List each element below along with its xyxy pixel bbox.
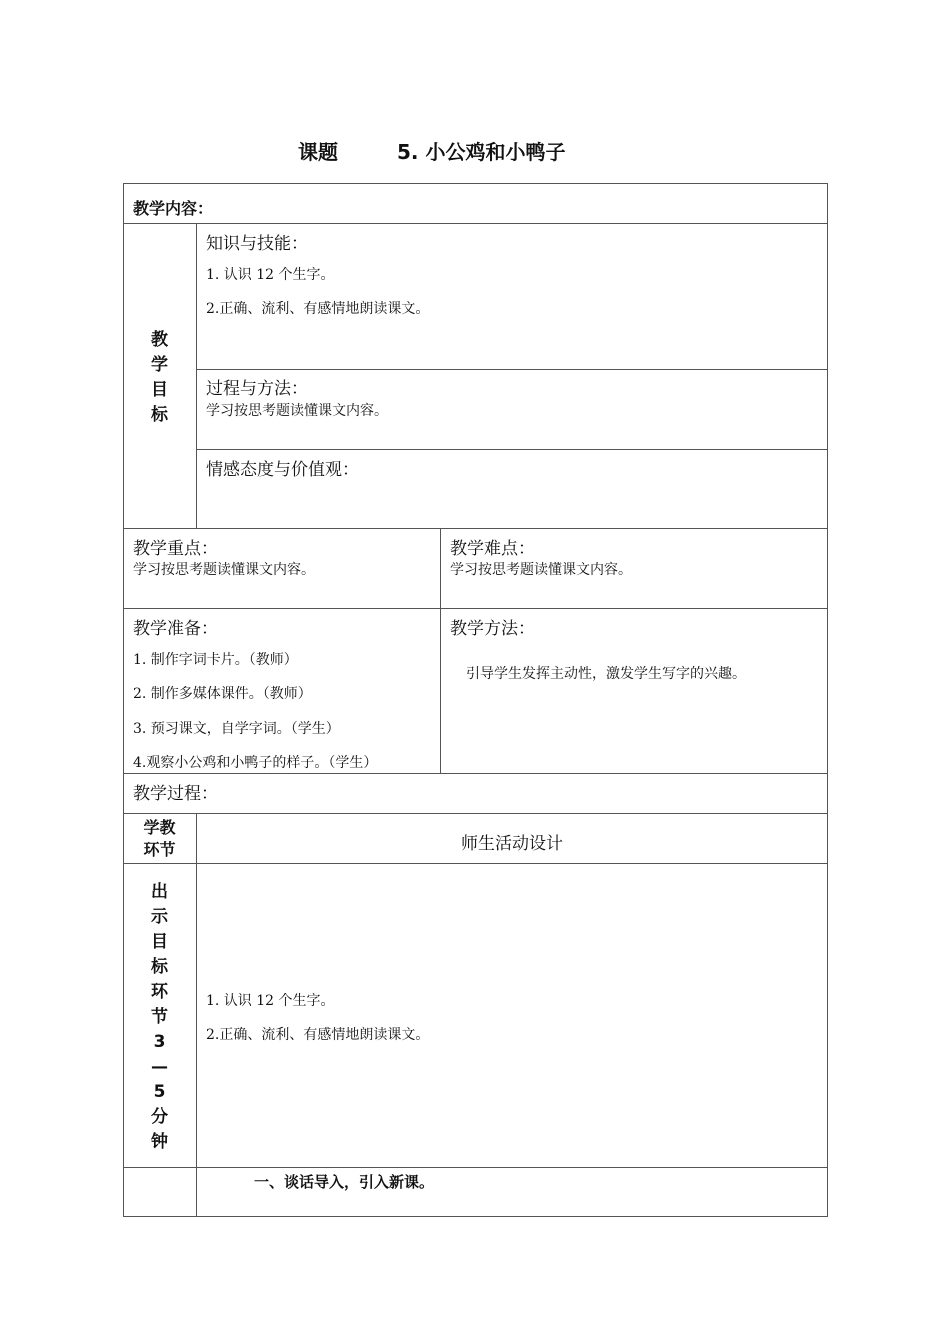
- row-divider: [123, 813, 828, 814]
- stage1-side-label: [123, 880, 196, 1155]
- preparation-item-4: 4.观察小公鸡和小鸭子的样子。（学生）: [133, 755, 378, 771]
- difficulty-heading: 教学难点：: [450, 539, 535, 559]
- stage1-side-char: 环: [151, 982, 168, 1002]
- key-point-heading: 教学重点：: [133, 539, 218, 559]
- method-text: 引导学生发挥主动性，激发学生写字的兴趣。: [466, 666, 746, 682]
- process-label: 教学过程：: [133, 784, 218, 804]
- knowledge-item-2: 2.正确、流利、有感情地朗读课文。: [206, 301, 430, 317]
- lesson-title-label: 课题: [298, 140, 338, 164]
- stage-column-header: [123, 817, 196, 861]
- stage2-text: 一、谈话导入，引入新课。: [254, 1173, 435, 1191]
- stage1-side-char: 出: [151, 882, 168, 902]
- lesson-title-name: 5. 小公鸡和小鸭子: [397, 140, 566, 164]
- row-divider: [196, 369, 828, 370]
- table-border-right: [827, 183, 828, 1217]
- objectives-side-char: 学: [151, 355, 168, 375]
- row-divider: [196, 449, 828, 450]
- row-divider: [123, 608, 828, 609]
- table-border-top: [123, 183, 828, 184]
- key-point-text: 学习按思考题读懂课文内容。: [133, 562, 315, 578]
- table-border-bottom: [123, 1216, 828, 1217]
- stage1-side-char: 分: [151, 1107, 168, 1127]
- column-divider: [440, 528, 441, 773]
- stage-column-header-line-1: 学教: [143, 818, 176, 837]
- content-label: 教学内容：: [133, 199, 214, 218]
- stage1-side-char: 5: [153, 1082, 166, 1102]
- row-divider: [123, 863, 828, 864]
- emotion-heading: 情感态度与价值观：: [206, 460, 359, 480]
- stage1-side-char: 3: [153, 1032, 166, 1052]
- stage1-side-char: 节: [151, 1007, 168, 1027]
- row-divider: [123, 1167, 828, 1168]
- knowledge-heading: 知识与技能：: [206, 234, 308, 254]
- row-divider: [123, 223, 828, 224]
- process-heading: 过程与方法：: [206, 379, 308, 399]
- row-divider: [123, 528, 828, 529]
- column-divider: [196, 813, 197, 1216]
- preparation-heading: 教学准备：: [133, 619, 218, 639]
- objectives-side-label: [123, 328, 196, 428]
- column-divider: [196, 223, 197, 528]
- stage1-item-1: 1. 认识 12 个生字。: [206, 993, 335, 1009]
- row-divider: [123, 773, 828, 774]
- preparation-item-1: 1. 制作字词卡片。（教师）: [133, 652, 298, 668]
- knowledge-item-1: 1. 认识 12 个生字。: [206, 267, 335, 283]
- objectives-side-char: 目: [151, 380, 168, 400]
- preparation-item-3: 3. 预习课文，自学字词。（学生）: [133, 721, 340, 737]
- objectives-side-char: 教: [151, 330, 168, 350]
- objectives-side-char: 标: [151, 405, 168, 425]
- difficulty-text: 学习按思考题读懂课文内容。: [450, 562, 632, 578]
- stage1-side-char: —: [151, 1057, 168, 1077]
- stage1-side-char: 钟: [151, 1132, 168, 1152]
- method-heading: 教学方法：: [450, 619, 535, 639]
- activity-column-header: 师生活动设计: [461, 834, 563, 854]
- lesson-title: [0, 136, 950, 168]
- stage1-side-char: 标: [151, 957, 168, 977]
- stage-column-header-line-2: 环节: [143, 840, 176, 859]
- preparation-item-2: 2. 制作多媒体课件。（教师）: [133, 686, 312, 702]
- stage1-item-2: 2.正确、流利、有感情地朗读课文。: [206, 1027, 430, 1043]
- stage1-side-char: 目: [151, 932, 168, 952]
- process-text: 学习按思考题读懂课文内容。: [206, 403, 388, 419]
- stage1-side-char: 示: [151, 907, 168, 927]
